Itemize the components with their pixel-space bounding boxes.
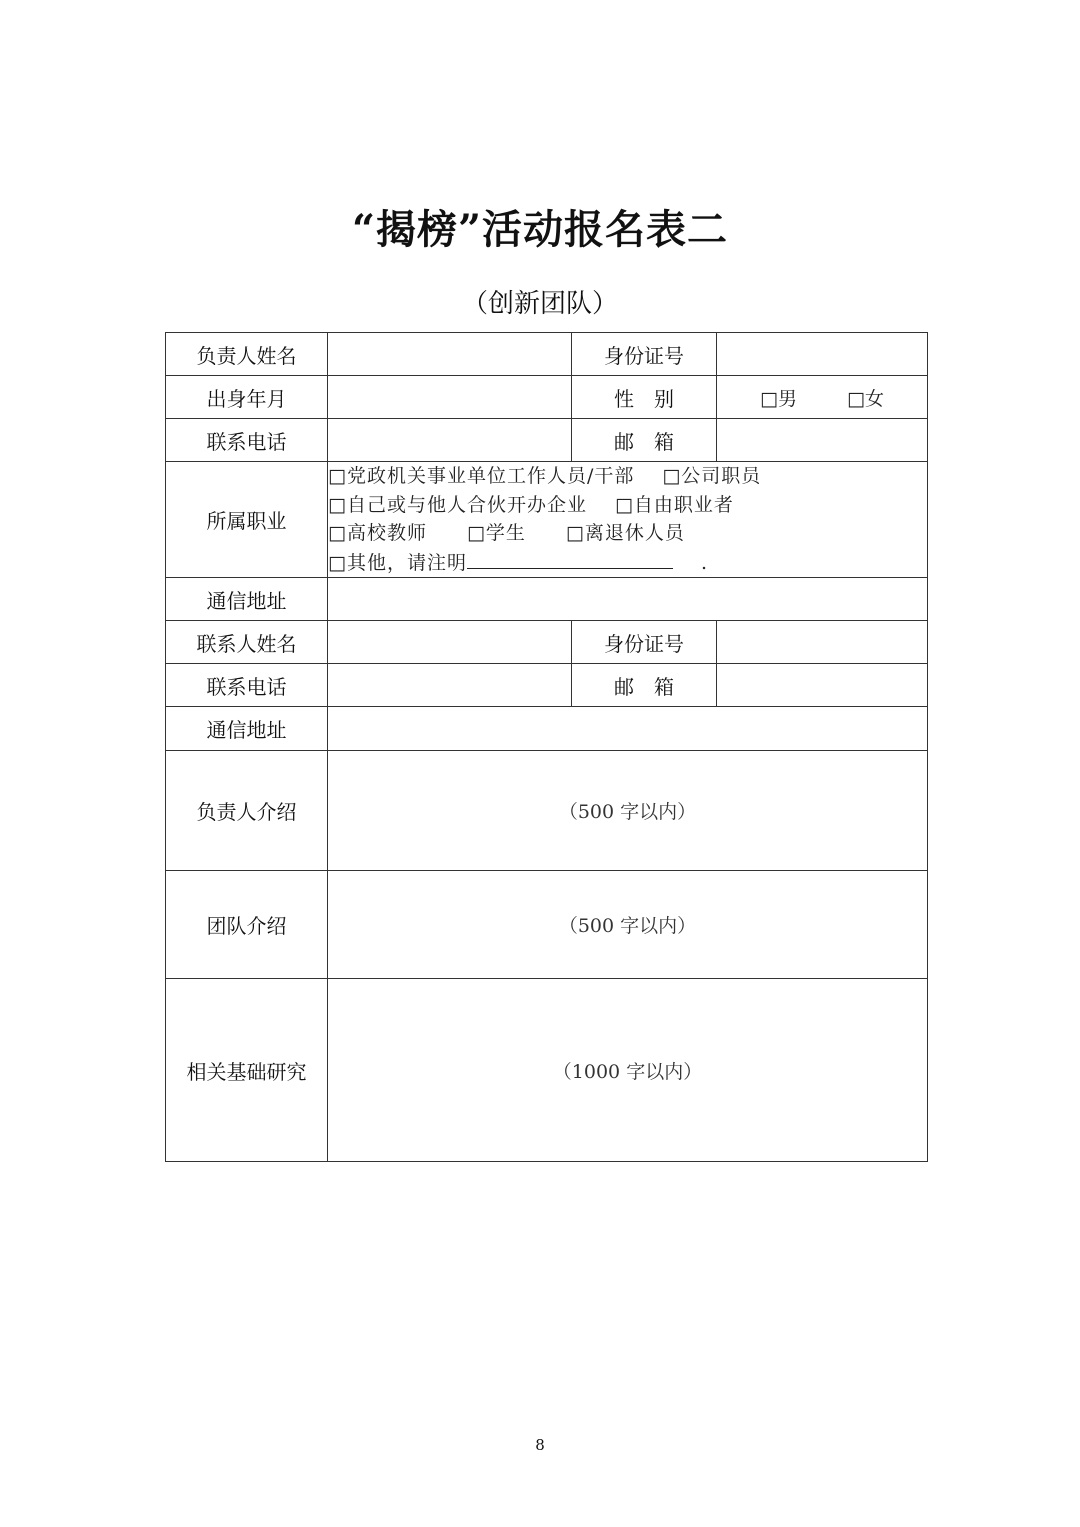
- contact-name-row: [166, 621, 928, 664]
- team-intro-label: 团队介绍: [166, 871, 328, 979]
- contact-phone-row: [166, 664, 928, 707]
- leader-name-field[interactable]: [328, 333, 572, 376]
- address-row: [166, 578, 928, 621]
- gender-female-checkbox[interactable]: □女: [847, 387, 884, 410]
- occupation-label: 所属职业: [166, 462, 328, 578]
- birth-label: 出身年月: [166, 376, 328, 419]
- address-field[interactable]: [328, 578, 928, 621]
- birth-row: [166, 376, 928, 419]
- occupation-option-company[interactable]: □公司职员: [662, 465, 762, 487]
- occupation-option-freelancer[interactable]: □自由职业者: [614, 493, 734, 516]
- contact-address-field[interactable]: [328, 707, 928, 751]
- contact-email-field[interactable]: [717, 664, 928, 707]
- research-field[interactable]: （1000 字以内）: [328, 979, 928, 1162]
- occupation-other-blank[interactable]: [467, 548, 673, 569]
- contact-name-field[interactable]: [328, 621, 572, 664]
- address-label: 通信地址: [166, 578, 328, 621]
- team-intro-field[interactable]: （500 字以内）: [328, 871, 928, 979]
- occupation-option-teacher[interactable]: □高校教师: [328, 522, 427, 544]
- leader-name-row: [166, 333, 928, 376]
- contact-address-row: [166, 707, 928, 751]
- email-label: 邮 箱: [572, 419, 717, 462]
- contact-address-label: 通信地址: [166, 707, 328, 751]
- phone-field[interactable]: [328, 419, 572, 462]
- id-number-field[interactable]: [717, 333, 928, 376]
- email-field[interactable]: [717, 419, 928, 462]
- contact-email-label: 邮 箱: [572, 664, 717, 707]
- contact-name-label: 联系人姓名: [166, 621, 328, 664]
- occupation-option-entrepreneur[interactable]: □自己或与他人合伙开办企业: [328, 493, 587, 516]
- leader-intro-row: [166, 751, 928, 871]
- occupation-options: [328, 462, 928, 578]
- phone-label: 联系电话: [166, 419, 328, 462]
- team-intro-row: [166, 871, 928, 979]
- occupation-option-retired[interactable]: □离退休人员: [565, 522, 685, 544]
- contact-phone-field[interactable]: [328, 664, 572, 707]
- form-title: “揭榜”活动报名表二: [351, 206, 728, 253]
- research-row: [166, 979, 928, 1162]
- contact-id-field[interactable]: [717, 621, 928, 664]
- phone-row: [166, 419, 928, 462]
- occupation-end-mark: .: [700, 551, 708, 574]
- contact-phone-label: 联系电话: [166, 664, 328, 707]
- form-subtitle: （创新团队）: [461, 289, 618, 319]
- leader-name-label: 负责人姓名: [166, 333, 328, 376]
- id-number-label: 身份证号: [572, 333, 717, 376]
- occupation-option-government[interactable]: □党政机关事业单位工作人员/干部: [328, 465, 635, 487]
- research-label: 相关基础研究: [166, 979, 328, 1162]
- birth-field[interactable]: [328, 376, 572, 419]
- occupation-option-other[interactable]: □其他，请注明: [328, 551, 467, 574]
- gender-male-checkbox[interactable]: □男: [760, 387, 797, 410]
- gender-label: 性 别: [572, 376, 717, 419]
- occupation-row: [166, 462, 928, 578]
- occupation-option-student[interactable]: □学生: [466, 522, 526, 544]
- contact-id-label: 身份证号: [572, 621, 717, 664]
- registration-form-table: [165, 332, 928, 1162]
- gender-options: [717, 376, 928, 419]
- page-number: 8: [535, 1436, 545, 1454]
- leader-intro-field[interactable]: （500 字以内）: [328, 751, 928, 871]
- leader-intro-label: 负责人介绍: [166, 751, 328, 871]
